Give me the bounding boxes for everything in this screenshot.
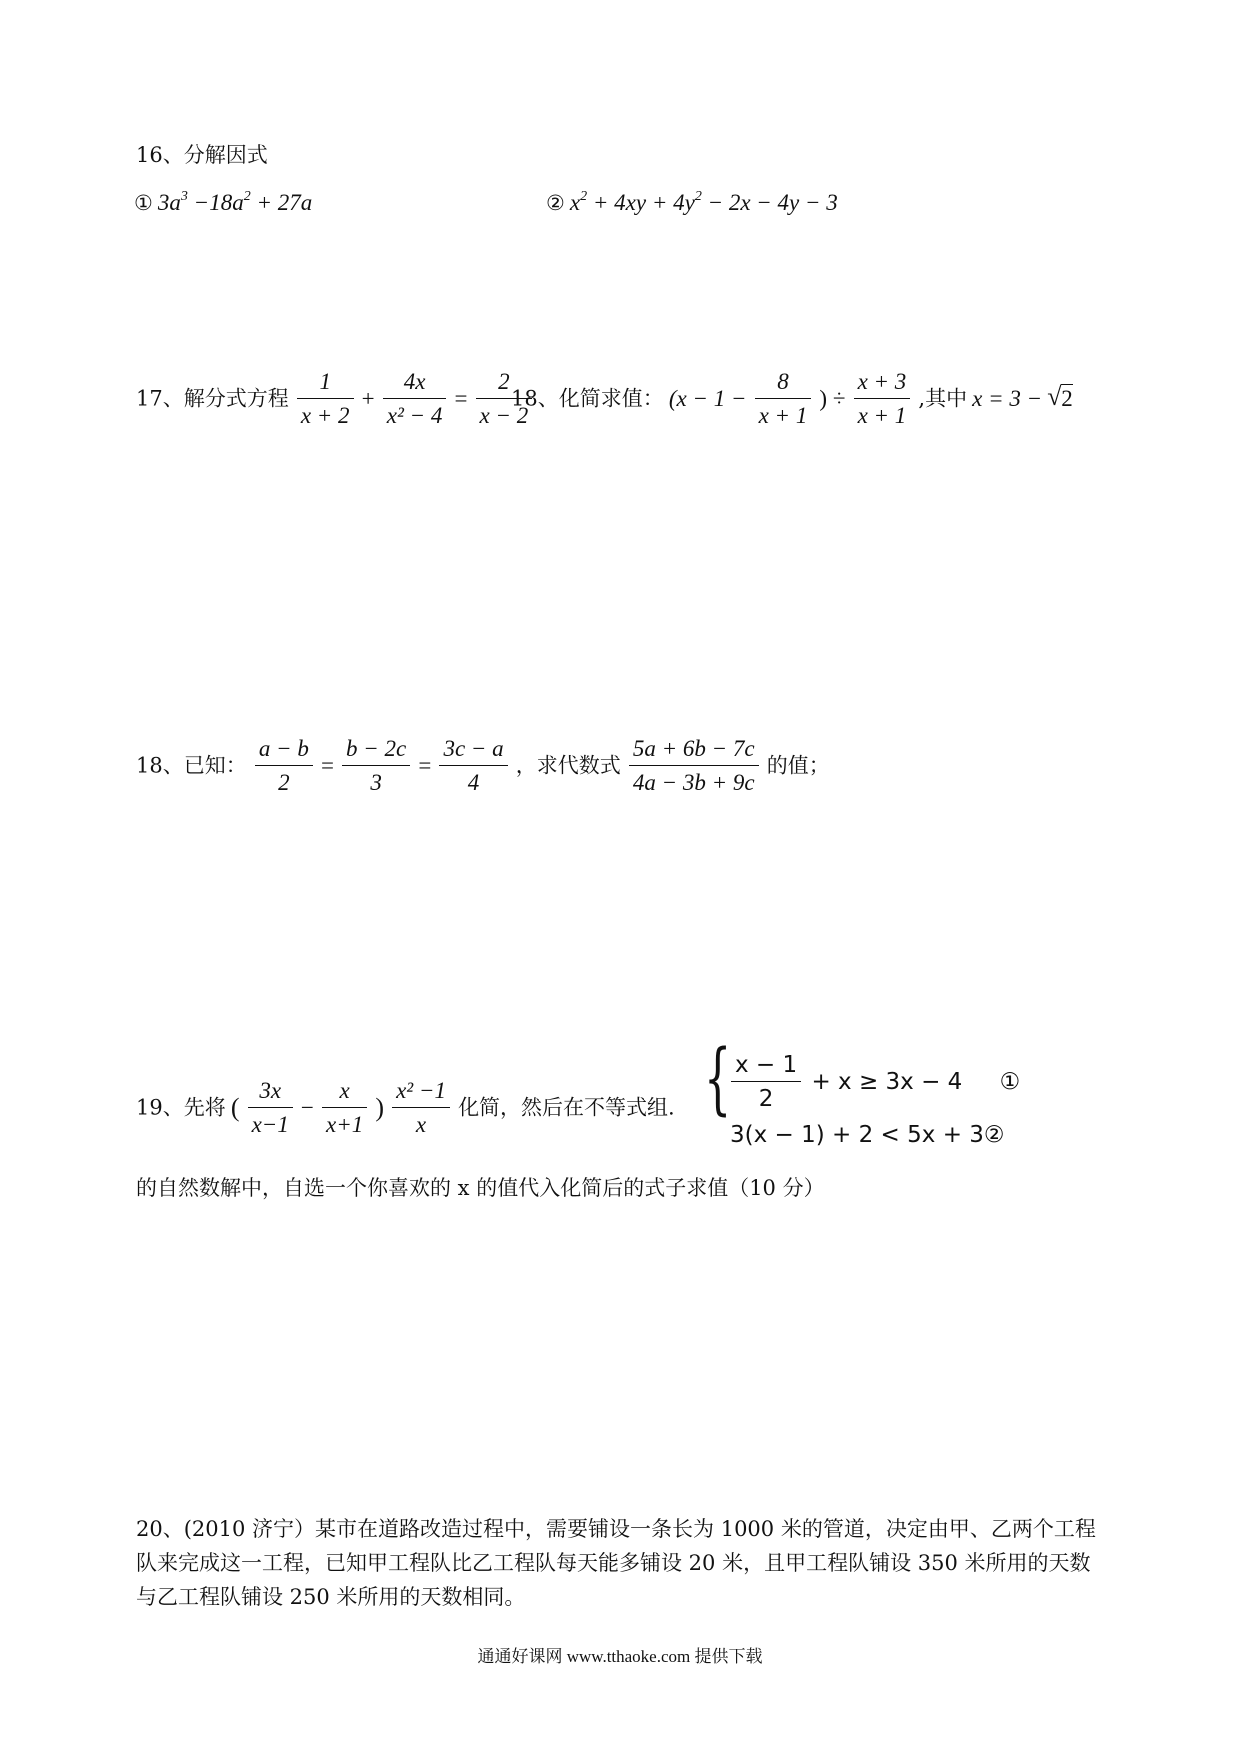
page-footer: 通通好课网 www.tthaoke.com 提供下载 [477,1647,763,1666]
part-1-label: ① [134,191,153,215]
numerator: 3c − a [439,736,507,766]
open-paren: ( [230,1093,240,1122]
marker-1: ① [999,1069,1021,1095]
question-19 [136,1078,675,1138]
fraction-4 [629,736,759,796]
denominator: x+1 [326,1112,364,1137]
inequality-2-expression: 3(x − 1) + 2 < 5x + 3 [730,1122,984,1148]
left-brace: { [704,1034,732,1124]
question-18-label: 18、化简求值： [511,386,664,411]
question-16-title: 16、分解因式 [136,143,268,167]
equals-sign: = [320,753,334,778]
denominator: x + 2 [300,403,350,428]
denominator: 4a − 3b + 9c [632,770,755,795]
denominator: x − 2 [479,403,529,428]
part-2-label: ② [546,191,565,215]
inequality-1-rest: + x ≥ 3x − 4 [811,1069,963,1095]
numerator: b − 2c [342,736,410,766]
denominator: 2 [278,770,290,795]
radical-sign: √ [1047,382,1062,411]
fraction-2 [322,1078,367,1138]
numerator: x [322,1078,367,1108]
tail-text: 的值； [766,753,830,778]
inequality-1 [728,1052,1020,1112]
numerator: a − b [255,736,313,766]
numerator: x + 3 [854,369,911,399]
sqrt-expression [1047,382,1073,412]
expression-2: $x^2 + 4xy + 4y^2 - 2x - 4y - 3$ [569,189,838,215]
inequality-2 [730,1122,1005,1148]
fraction-2 [383,369,447,429]
question-18-label: 18、已知： [136,753,247,778]
fraction-1 [297,369,354,429]
denominator: 4 [467,770,480,795]
numerator: x − 1 [731,1052,801,1082]
fraction-3 [392,1078,450,1138]
question-16-part-2 [546,190,838,216]
minus-sign: − [300,1095,314,1120]
radicand: 2 [1061,386,1073,411]
open-expression: (x − 1 − [668,386,747,411]
fraction-2 [342,736,410,796]
numerator: x² −1 [392,1078,450,1108]
denominator: x + 1 [758,403,808,428]
fraction-1 [255,736,313,796]
where-text: ,其中 [918,386,968,411]
equals-sign: = [454,386,468,411]
question-19-label: 19、先将 [136,1095,226,1120]
denominator: 2 [758,1086,774,1112]
mid-text: 化简，然后在不等式组. [458,1095,675,1120]
denominator: x−1 [251,1112,289,1137]
question-20-line-1: 20、(2010 济宁）某市在道路改造过程中，需要铺设一条长为 1000 米的管道，决定由甲、乙两个工程 [136,1517,1096,1541]
fraction-1 [248,1078,293,1138]
question-17-label: 17、解分式方程 [136,386,289,411]
numerator: 4x [383,369,447,399]
question-18-simplify [511,369,1073,429]
fraction-2 [854,369,911,429]
question-20-line-3: 与乙工程队铺设 250 米所用的天数相同。 [136,1585,526,1609]
numerator: 3x [248,1078,293,1108]
question-20-line-2: 队来完成这一工程，已知甲工程队比乙工程队每天能多铺设 20 米，且甲工程队铺设 350 米所用的天数 [136,1551,1091,1575]
denominator: x + 1 [857,403,907,428]
denominator: 3 [370,770,382,795]
question-19-line-2: 的自然数解中，自选一个你喜欢的 x 的值代入化简后的式子求值（10 分） [136,1176,825,1200]
denominator: x [415,1112,427,1137]
divide-sign: ) ÷ [819,386,846,411]
plus-sign: + [361,386,375,411]
close-paren: ) [375,1093,384,1122]
numerator: 8 [755,369,812,399]
question-16-part-1 [134,190,312,216]
fraction-1 [755,369,812,429]
numerator: 2 [476,369,533,399]
question-18-known [136,736,830,796]
expression-1: $3a^3 -18a^2 + 27a$ [157,189,313,215]
marker-2: ② [983,1122,1005,1148]
x-value: x = 3 − [972,386,1043,411]
equals-sign: = [418,753,432,778]
fraction-3 [439,736,507,796]
inequality-1-fraction [731,1052,801,1112]
denominator: x² − 4 [386,403,443,428]
question-17 [136,369,535,429]
numerator: 1 [297,369,354,399]
ask-text: ，求代数式 [515,753,621,778]
numerator: 5a + 6b − 7c [629,736,759,766]
